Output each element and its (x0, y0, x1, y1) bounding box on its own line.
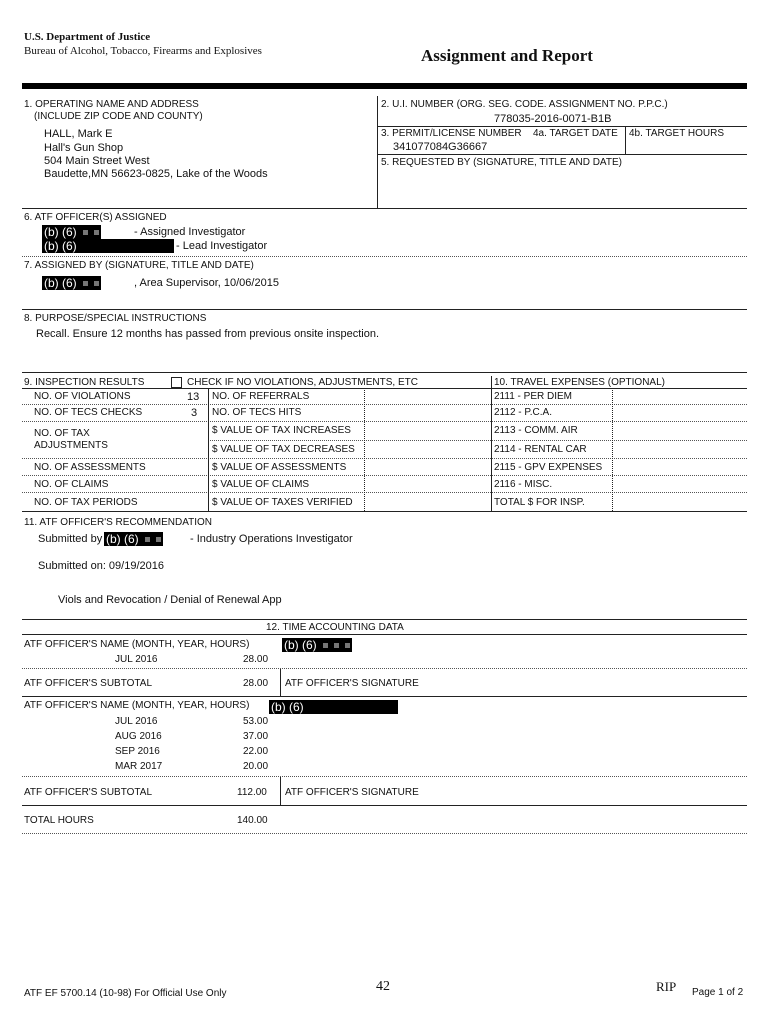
special-instructions: Recall. Ensure 12 months has passed from previous onsite inspection. (36, 328, 380, 340)
officer-title: - Industry Operations Investigator (190, 533, 353, 545)
time-accounting-title: 12. TIME ACCOUNTING DATA (266, 622, 404, 633)
divider (22, 458, 747, 459)
redaction: (b) (6) (104, 532, 163, 546)
travel-row: 2114 - RENTAL CAR (494, 444, 587, 455)
redaction: (b) (6) (42, 225, 101, 239)
target-date-label: 4a. TARGET DATE (533, 128, 618, 139)
total-hours-label: TOTAL HOURS (24, 815, 94, 826)
tecs-hits-label: NO. OF TECS HITS (212, 407, 302, 418)
divider (22, 309, 747, 310)
recommendation: Viols and Revocation / Denial of Renewal App (58, 594, 282, 606)
header-rule (22, 83, 747, 89)
assigned-by: , Area Supervisor, 10/06/2015 (134, 277, 279, 289)
tax-increases-label: $ VALUE OF TAX INCREASES (212, 425, 351, 436)
block8-label: 8. PURPOSE/SPECIAL INSTRUCTIONS (24, 313, 207, 324)
travel-row: 2113 - COMM. AIR (494, 425, 578, 436)
divider (22, 388, 747, 389)
page-indicator: Page 1 of 2 (692, 987, 744, 998)
divider (22, 511, 747, 512)
officer1-subtotal-label: ATF OFFICER'S SUBTOTAL (24, 678, 153, 689)
operator-name: HALL, Mark E (44, 128, 113, 140)
tax-decreases-label: $ VALUE OF TAX DECREASES (212, 444, 355, 455)
checkbox-label: CHECK IF NO VIOLATIONS, ADJUSTMENTS, ETC (187, 377, 418, 388)
no-violations-checkbox[interactable] (171, 377, 182, 388)
officer1-period: JUL 2016 (115, 654, 158, 665)
block1-sublabel: (INCLUDE ZIP CODE AND COUNTY) (34, 111, 203, 122)
divider (22, 634, 747, 635)
officer2-subtotal-label: ATF OFFICER'S SUBTOTAL (24, 787, 153, 798)
travel-row: 2111 - PER DIEM (494, 391, 572, 402)
assigned-investigator-role: - Assigned Investigator (134, 226, 246, 238)
divider (22, 833, 747, 834)
divider (22, 475, 747, 476)
ui-number: 778035-2016-0071-B1B (494, 113, 612, 125)
divider (208, 388, 209, 511)
tecs-checks-value: 3 (191, 407, 198, 419)
total-hours-value: 140.00 (237, 815, 268, 826)
divider (280, 777, 281, 805)
block6-label: 6. ATF OFFICER(S) ASSIGNED (24, 212, 167, 223)
officer-name-label: ATF OFFICER'S NAME (MONTH, YEAR, HOURS) (24, 700, 250, 711)
divider (22, 668, 747, 669)
divider (364, 388, 365, 511)
divider (625, 126, 626, 154)
divider (22, 256, 747, 257)
block9-label: 9. INSPECTION RESULTS (24, 377, 145, 388)
tax-periods-label: NO. OF TAX PERIODS (34, 497, 138, 508)
officer2-hours: 20.00 (243, 761, 269, 772)
rip-stamp: RIP (656, 979, 677, 994)
lead-investigator-role: - Lead Investigator (176, 240, 268, 252)
officer2-period: JUL 2016 (115, 716, 158, 727)
block3-label: 3. PERMIT/LICENSE NUMBER (381, 128, 522, 139)
officer2-signature-label: ATF OFFICER'S SIGNATURE (285, 787, 419, 798)
divider (22, 208, 747, 209)
officer2-hours: 22.00 (243, 746, 269, 757)
travel-row: TOTAL $ FOR INSP. (494, 497, 585, 508)
shop-name: Hall's Gun Shop (44, 142, 124, 154)
officer1-signature-label: ATF OFFICER'S SIGNATURE (285, 678, 419, 689)
divider (377, 126, 747, 127)
tax-adjustments-label: NO. OF TAX (34, 428, 90, 439)
block11-label: 11. ATF OFFICER'S RECOMMENDATION (24, 517, 213, 528)
divider (208, 440, 747, 441)
assessments-label: NO. OF ASSESSMENTS (34, 462, 146, 473)
tecs-checks-label: NO. OF TECS CHECKS (34, 407, 143, 418)
permit-number: 341077084G36667 (393, 141, 488, 153)
submitted-by-label: Submitted by (38, 533, 103, 545)
divider (22, 421, 747, 422)
divider (377, 154, 747, 155)
officer2-hours: 53.00 (243, 716, 269, 727)
tax-adjustments-label: ADJUSTMENTS (34, 440, 108, 451)
block10-label: 10. TRAVEL EXPENSES (OPTIONAL) (494, 377, 665, 388)
form-title: Assignment and Report (421, 46, 593, 65)
divider (22, 619, 747, 620)
referrals-label: NO. OF REFERRALS (212, 391, 310, 402)
redaction: (b) (6) (42, 239, 174, 253)
value-assessments-label: $ VALUE OF ASSESSMENTS (212, 462, 347, 473)
page-number-stamp: 42 (376, 979, 390, 994)
officer1-subtotal: 28.00 (243, 678, 269, 689)
travel-row: 2116 - MISC. (494, 479, 553, 490)
form-number: ATF EF 5700.14 (10-98) For Official Use Only (24, 988, 227, 999)
officer2-subtotal: 112.00 (237, 787, 267, 798)
street-address: 504 Main Street West (44, 155, 150, 167)
officer2-period: MAR 2017 (115, 761, 163, 772)
divider (22, 372, 747, 373)
travel-row: 2112 - P.C.A. (494, 407, 552, 418)
divider (22, 404, 747, 405)
officer-name-label: ATF OFFICER'S NAME (MONTH, YEAR, HOURS) (24, 639, 250, 650)
violations-value: 13 (187, 391, 200, 403)
block2-label: 2. U.I. NUMBER (ORG. SEG. CODE. ASSIGNMENT NO. P.P.C.) (381, 99, 668, 110)
divider (491, 376, 492, 511)
violations-label: NO. OF VIOLATIONS (34, 391, 131, 402)
submitted-on: Submitted on: 09/19/2016 (38, 560, 164, 572)
divider (22, 805, 747, 806)
divider (612, 388, 613, 511)
taxes-verified-label: $ VALUE OF TAXES VERIFIED (212, 497, 353, 508)
divider (22, 492, 747, 493)
officer2-period: SEP 2016 (115, 746, 160, 757)
city-address: Baudette,MN 56623-0825, Lake of the Woods (44, 168, 268, 180)
bureau-name: Bureau of Alcohol, Tobacco, Firearms and Explosives (24, 45, 262, 57)
block5-label: 5. REQUESTED BY (SIGNATURE, TITLE AND DATE) (381, 157, 622, 168)
travel-row: 2115 - GPV EXPENSES (494, 462, 603, 473)
officer2-period: AUG 2016 (115, 731, 162, 742)
divider (280, 669, 281, 696)
redaction: (b) (6) (42, 276, 101, 290)
agency-name: U.S. Department of Justice (24, 31, 151, 43)
redaction: (b) (6) (269, 700, 398, 714)
claims-label: NO. OF CLAIMS (34, 479, 109, 490)
officer2-hours: 37.00 (243, 731, 269, 742)
target-hours-label: 4b. TARGET HOURS (629, 128, 725, 139)
divider (377, 96, 378, 208)
officer1-hours: 28.00 (243, 654, 269, 665)
divider (22, 776, 747, 777)
value-claims-label: $ VALUE OF CLAIMS (212, 479, 310, 490)
block1-label: 1. OPERATING NAME AND ADDRESS (24, 99, 199, 110)
divider (22, 696, 747, 697)
redaction: (b) (6) (282, 638, 352, 652)
block7-label: 7. ASSIGNED BY (SIGNATURE, TITLE AND DATE) (24, 260, 254, 271)
